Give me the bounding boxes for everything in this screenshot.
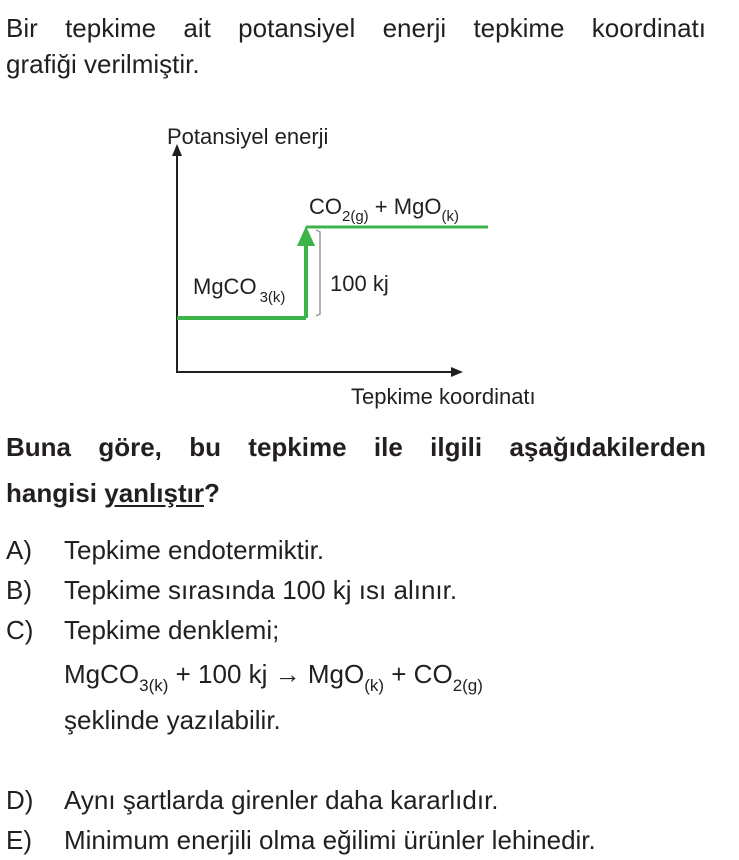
delta-bracket	[316, 230, 320, 316]
answer-options	[6, 530, 726, 860]
option-c-letter: C)	[6, 615, 34, 645]
option-e-text: Minimum enerjili olma eğilimi ürünler lehinedir.	[64, 825, 596, 855]
option-a-text: Tepkime endotermiktir.	[64, 535, 325, 565]
option-c[interactable]	[6, 610, 726, 780]
option-d-letter: D)	[6, 785, 34, 815]
question-line-2-pre: hangisi	[6, 478, 105, 508]
question-mark: ?	[203, 478, 220, 508]
reactant-label: MgCO $_{3(k)}$	[193, 274, 286, 306]
energy-diagram	[0, 110, 739, 420]
option-c-equation: MgCO$_{3(k)}$ + 100 kj → $MgO_{(k)} + CO_{2(g)}$	[64, 659, 483, 695]
question-emphasis: yanlıştır	[104, 478, 204, 508]
option-c-text: Tepkime denklemi;	[64, 615, 280, 645]
x-axis-arrowhead	[451, 367, 463, 377]
option-d[interactable]	[6, 780, 726, 820]
option-b-text: Tepkime sırasında 100 kj ısı alınır.	[64, 575, 458, 605]
question-prompt	[6, 424, 706, 516]
intro-line-1: Bir tepkime ait potansiyel enerji tepkime koordinatı	[6, 13, 706, 43]
question-line-1: Buna göre, bu tepkime ile ilgili aşağıdakilerden	[6, 432, 706, 462]
option-c-line-3: şeklinde yazılabilir.	[64, 705, 281, 735]
question-line-2	[6, 470, 706, 516]
intro-line-2: grafiği verilmiştir.	[6, 49, 200, 79]
intro-text	[6, 10, 706, 82]
product-label: $CO_{2(g)} + MgO_{(k)}$	[309, 194, 459, 225]
option-a[interactable]	[6, 530, 726, 570]
option-b[interactable]	[6, 570, 726, 610]
delta-energy-label: 100 kj	[330, 271, 389, 296]
option-e[interactable]	[6, 820, 726, 860]
y-axis-label: Potansiyel enerji	[167, 124, 329, 149]
x-axis-label: Tepkime koordinatı	[351, 384, 536, 409]
option-a-letter: A)	[6, 535, 32, 565]
option-e-letter: E)	[6, 825, 32, 855]
option-b-letter: B)	[6, 575, 32, 605]
energy-step-arrowhead	[297, 226, 315, 246]
option-d-text: Aynı şartlarda girenler daha kararlıdır.	[64, 785, 499, 815]
